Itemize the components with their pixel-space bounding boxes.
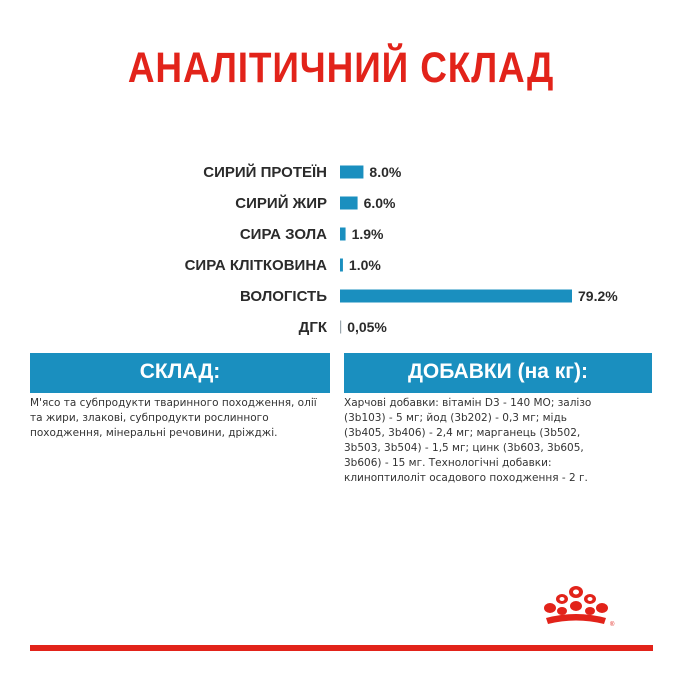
composition-divider: [30, 391, 330, 393]
category-label: ВОЛОГІСТЬ: [239, 288, 327, 305]
bottom-red-line: [30, 645, 653, 651]
composition-heading: СКЛАД:: [30, 353, 330, 391]
additives-heading: ДОБАВКИ (на кг):: [344, 353, 652, 391]
bar: [340, 166, 363, 179]
page-title: АНАЛІТИЧНИЙ СКЛАД: [127, 44, 555, 92]
category-label: ДГК: [298, 319, 327, 336]
bar: [340, 259, 343, 272]
value-label: 79.2%: [578, 288, 618, 304]
category-label: СИРА КЛІТКОВИНА: [184, 257, 327, 274]
value-label: 1.0%: [348, 257, 381, 273]
category-label: СИРИЙ ЖИР: [235, 195, 327, 212]
additives-divider: [344, 391, 652, 393]
nutrient-bar-chart: [0, 150, 682, 350]
value-label: 0,05%: [347, 319, 387, 335]
bar: [340, 197, 358, 210]
value-label: 8.0%: [369, 164, 402, 180]
bar: [340, 321, 341, 334]
value-label: 6.0%: [363, 195, 396, 211]
composition-text: М'ясо та субпродукти тваринного походження, олії та жири, злакові, субпродукти рослинного походження, мінеральні речовини, дріжджі.: [30, 397, 317, 439]
bar: [340, 290, 572, 303]
royal-canin-crown-icon: [540, 582, 620, 632]
category-label: СИРИЙ ПРОТЕЇН: [203, 164, 327, 181]
category-label: СИРА ЗОЛА: [239, 226, 327, 243]
bar: [340, 228, 346, 241]
value-label: 1.9%: [351, 226, 384, 242]
additives-text: Харчові добавки: вітамін D3 - 140 МО; залізо (3b103) - 5 мг; йод (3b202) - 0,3 мг; мідь (3b405, 3b406) - 2,4 мг; марганець (3b502, 3b503, 3b504) - 1,5 мг; цинк (3b603, 3b605, 3b606) - 15 мг. Технологічні добавки: клиноптилоліт осадового походження - 2 г.: [344, 397, 592, 484]
svg-text:®: ®: [610, 622, 615, 628]
